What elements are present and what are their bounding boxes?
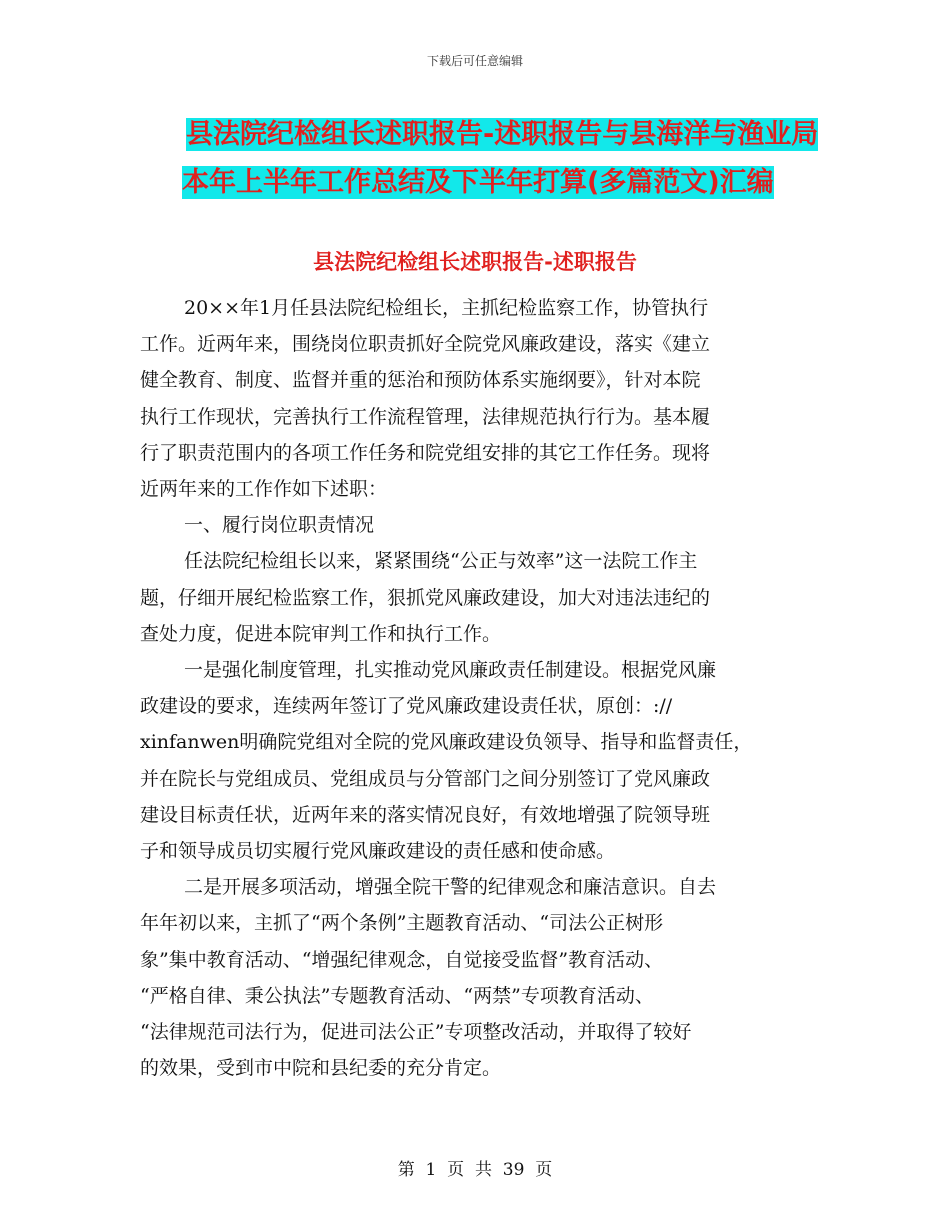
text-line: 查处力度，促进本院审判工作和执行工作。 — [140, 622, 502, 645]
text-line: 并在院长与党组成员、党组成员与分管部门之间分别签订了党风廉政 — [140, 767, 711, 790]
paragraph-point-1 — [140, 652, 830, 869]
title-line-1 — [120, 111, 840, 159]
title-highlight-2: 本年上半年工作总结及下半年打算(多篇范文)汇编 — [182, 167, 774, 198]
text-line: 任法院纪检组长以来，紧紧围绕“公正与效率”这一法院工作主 — [184, 550, 698, 573]
title-highlight-1: 县法院纪检组长述职报告-述职报告与县海洋与渔业局 — [186, 119, 819, 150]
paragraph-heading-1 — [140, 507, 830, 543]
text-line: 工作。近两年来，围绕岗位职责抓好全院党风廉政建设，落实《建立 — [140, 333, 711, 356]
text-line: 20××年1月任县法院纪检组长，主抓纪检监察工作，协管执行 — [184, 297, 709, 319]
text-line: 二是开展多项活动，增强全院干警的纪律观念和廉洁意识。自去 — [184, 876, 717, 899]
text-line: 近两年来的工作作如下述职： — [140, 478, 388, 501]
text-line: 健全教育、制度、监督并重的惩治和预防体系实施纲要》，针对本院 — [140, 369, 701, 392]
section-title: 县法院纪检组长述职报告-述职报告 — [313, 250, 637, 274]
body-text — [140, 290, 830, 1086]
text-line: 建设目标责任状，近两年来的落实情况良好，有效地增强了院领导班 — [140, 803, 711, 826]
document-title — [120, 111, 840, 207]
paragraph-duty — [140, 543, 830, 652]
text-line: 行了职责范围内的各项工作任务和院党组安排的其它工作任务。现将 — [140, 441, 711, 464]
paragraph-intro — [140, 290, 830, 507]
text-line: 年年初以来，主抓了“两个条例”主题教育活动、“司法公正树形 — [140, 912, 664, 935]
text-line: 一、履行岗位职责情况 — [184, 514, 375, 537]
text-line: 一是强化制度管理，扎实推动党风廉政责任制建设。根据党风廉 — [184, 659, 717, 682]
title-line-2 — [120, 159, 840, 207]
text-line: 象”集中教育活动、“增强纪律观念，自觉接受监督”教育活动、 — [140, 948, 664, 971]
text-line: 题，仔细开展纪检监察工作，狠抓党风廉政建设，加大对违法违纪的 — [140, 586, 711, 609]
text-line: “严格自律、秉公执法”专题教育活动、“两禁”专项教育活动、 — [140, 984, 654, 1007]
text-line: 子和领导成员切实履行党风廉政建设的责任感和使命感。 — [140, 840, 616, 863]
text-line: 执行工作现状，完善执行工作流程管理，法律规范执行行为。基本履 — [140, 405, 711, 428]
text-line: xinfanwen明确院党组对全院的党风廉政建设负领导、指导和监督责任， — [140, 731, 753, 754]
text-line: 的效果，受到市中院和县纪委的充分肯定。 — [140, 1057, 502, 1080]
page-number-footer: 第 1 页 共 39 页 — [397, 1160, 553, 1180]
text-line: “法律规范司法行为，促进司法公正”专项整改活动，并取得了较好 — [140, 1021, 692, 1044]
paragraph-point-2 — [140, 869, 830, 1086]
text-line: 政建设的要求，连续两年签订了党风廉政建设责任状，原创：:// — [140, 695, 673, 718]
header-note: 下载后可任意编辑 — [426, 54, 523, 68]
